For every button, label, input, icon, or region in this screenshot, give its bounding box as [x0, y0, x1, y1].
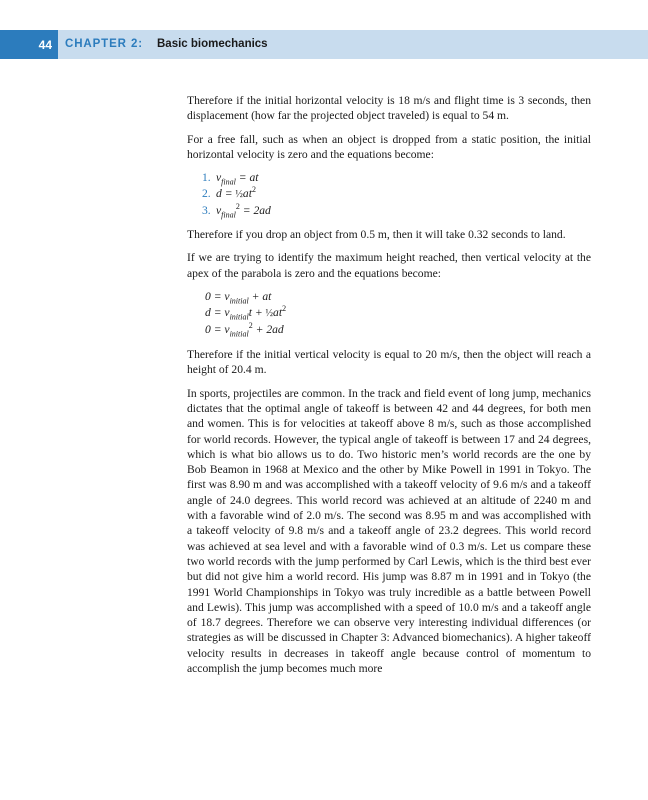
equation-item: 1. $v_{final}$ = at — [202, 171, 259, 187]
list-number: 1. — [202, 171, 211, 185]
paragraph: Therefore if you drop an object from 0.5 m, then it will take 0.32 seconds to land. — [187, 228, 566, 242]
running-header — [0, 30, 648, 59]
paragraph: Therefore if the initial horizontal velocity is 18 m/s and flight time is 3 seconds, then displacement (how far the projected object traveled) is equal to 54 m. — [187, 94, 591, 123]
equation-line: $0 = v_{initial}$ + at — [205, 290, 272, 306]
equation-item: 2. $d = \frac{1}{2}at^2$ — [202, 185, 256, 201]
free-fall-equations — [187, 170, 591, 219]
page-number: 44 — [0, 30, 58, 59]
paragraph: If we are trying to identify the maximum height reached, then vertical velocity at the apex of the parabola is zero and the equations become: — [187, 251, 591, 280]
body-text — [187, 93, 591, 684]
list-number: 3. — [202, 204, 211, 218]
chapter-title: Basic biomechanics — [157, 38, 268, 50]
apex-equations — [205, 289, 591, 338]
equation-line: $d = v_{initial}t$ + $\frac{1}{2}at^2$ — [205, 304, 287, 322]
equation-item: 3. $v_{final}^2 = 2ad$ — [202, 202, 271, 220]
paragraph: Therefore if the initial vertical velocity is equal to 20 m/s, then the object will reach a height of 20.4 m. — [187, 348, 591, 377]
list-number: 2. — [202, 187, 211, 201]
paragraph: In sports, projectiles are common. In the track and field event of long jump, mechanics dictates that the optimal angle of takeoff is between 42 and 44 degrees, for both men and women. This is for velocities at takeoff above 8 m/s, such as those accomplished for world records. However, the typical angle of takeoff is between 17 and 24 degrees, which is what bio allows us to do. Two historic men’s world records are the one by Bob Beamon in 1968 at Mexico and the other by Mike Powell in 1991 in Tokyo. The first was 8.90 m and was accomplished with a takeoff velocity of 9.6 m/s and a takeoff angle of 24.0 degrees. This world record was achieved at an altitude of 2240 m and with a favorable wind of 2.0 m/s. The second was 8.95 m and was accomplished with a takeoff velocity of 9.8 m/s and a takeoff angle of 23.2 degrees. This world record was achieved at sea level and with a favorable wind of 0.3 m/s. Let us compare these two world records with the jump performed by Carl Lewis, which is the third best ever but did not give him a world record. His jump was 8.87 m in 1991 and in Tokyo (the 1991 World Championships in Tokyo was truly incredible as a battle between Powell and Lewis). This jump was accomplished with a speed of 10.0 m/s and a takeoff angle of 18.7 degrees. Therefore we can observe very interesting individual differences (or strategies as will be discussed in Chapter 3: Advanced biomechanics). A higher takeoff velocity results in decreases in takeoff angle because control of momentum to accomplish the jump becomes much more — [187, 386, 591, 676]
equation-line: $0 = v_{initial}^2 + 2ad$ — [205, 321, 284, 339]
paragraph: For a free fall, such as when an object is dropped from a static position, the initial horizontal velocity is zero and the equations become: — [187, 132, 591, 161]
chapter-label: CHAPTER 2: — [65, 38, 144, 50]
